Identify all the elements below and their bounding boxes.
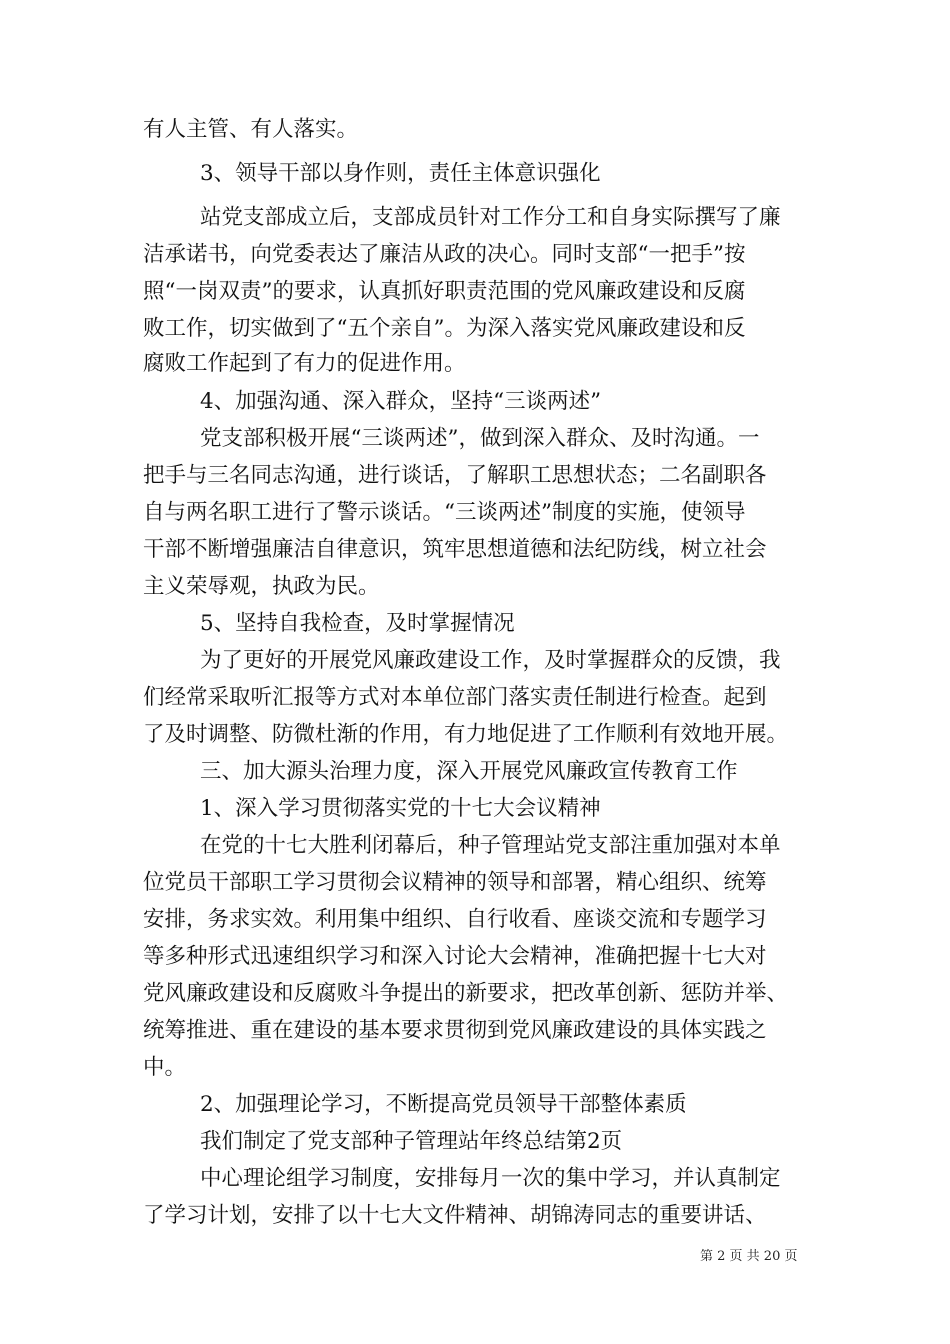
text-line: 腐败工作起到了有力的促进作用。 xyxy=(143,351,466,376)
text-line: 洁承诺书，向党委表达了廉洁从政的决心。同时支部“一把手”按 xyxy=(143,242,746,267)
section-heading: 2、加强理论学习，不断提高党员领导干部整体素质 xyxy=(200,1092,687,1117)
section-heading: 3、领导干部以身作则，责任主体意识强化 xyxy=(200,161,601,186)
text-line: 位党员干部职工学习贯彻会议精神的领导和部署，精心组织、统筹 xyxy=(143,870,767,895)
text-line: 了学习计划，安排了以十七大文件精神、胡锦涛同志的重要讲话、 xyxy=(143,1203,767,1228)
text-line: 有人主管、有人落实。 xyxy=(143,117,359,142)
text-line: 为了更好的开展党风廉政建设工作，及时掌握群众的反馈，我 xyxy=(200,648,781,673)
text-line: 照“一岗双责”的要求，认真抓好职责范围的党风廉政建设和反腐 xyxy=(143,279,746,304)
text-line: 把手与三名同志沟通，进行谈话，了解职工思想状态；二名副职各 xyxy=(143,463,767,488)
text-line: 中。 xyxy=(143,1055,187,1080)
text-line: 在党的十七大胜利闭幕后，种子管理站党支部注重加强对本单 xyxy=(200,833,781,858)
text-line: 我们制定了党支部种子管理站年终总结第2页 xyxy=(200,1129,623,1154)
text-line: 自与两名职工进行了警示谈话。“三谈两述”制度的实施，使领导 xyxy=(143,500,746,525)
text-line: 了及时调整、防微杜渐的作用，有力地促进了工作顺利有效地开展。 xyxy=(143,722,789,747)
text-line: 主义荣辱观，执政为民。 xyxy=(143,574,380,599)
text-line: 统筹推进、重在建设的基本要求贯彻到党风廉政建设的具体实践之 xyxy=(143,1018,767,1043)
text-line: 党支部积极开展“三谈两述”，做到深入群众、及时沟通。一 xyxy=(200,426,760,451)
text-line: 干部不断增强廉洁自律意识，筑牢思想道德和法纪防线，树立社会 xyxy=(143,537,767,562)
page-number: 第 2 页 共 20 页 xyxy=(700,1249,798,1264)
text-line: 们经常采取听汇报等方式对本单位部门落实责任制进行检查。起到 xyxy=(143,685,767,710)
section-heading: 4、加强沟通、深入群众，坚持“三谈两述” xyxy=(200,389,602,414)
text-line: 安排，务求实效。利用集中组织、自行收看、座谈交流和专题学习 xyxy=(143,907,767,932)
section-heading: 5、坚持自我检查，及时掌握情况 xyxy=(200,611,515,636)
section-heading: 三、加大源头治理力度，深入开展党风廉政宣传教育工作 xyxy=(200,759,738,784)
text-line: 站党支部成立后，支部成员针对工作分工和自身实际撰写了廉 xyxy=(200,205,781,230)
text-line: 党风廉政建设和反腐败斗争提出的新要求，把改革创新、惩防并举、 xyxy=(143,981,789,1006)
text-line: 等多种形式迅速组织学习和深入讨论大会精神，准确把握十七大对 xyxy=(143,944,767,969)
section-heading: 1、深入学习贯彻落实党的十七大会议精神 xyxy=(200,796,601,821)
text-line: 中心理论组学习制度，安排每月一次的集中学习，并认真制定 xyxy=(200,1166,781,1191)
text-line: 败工作，切实做到了“五个亲自”。为深入落实党风廉政建设和反 xyxy=(143,316,746,341)
